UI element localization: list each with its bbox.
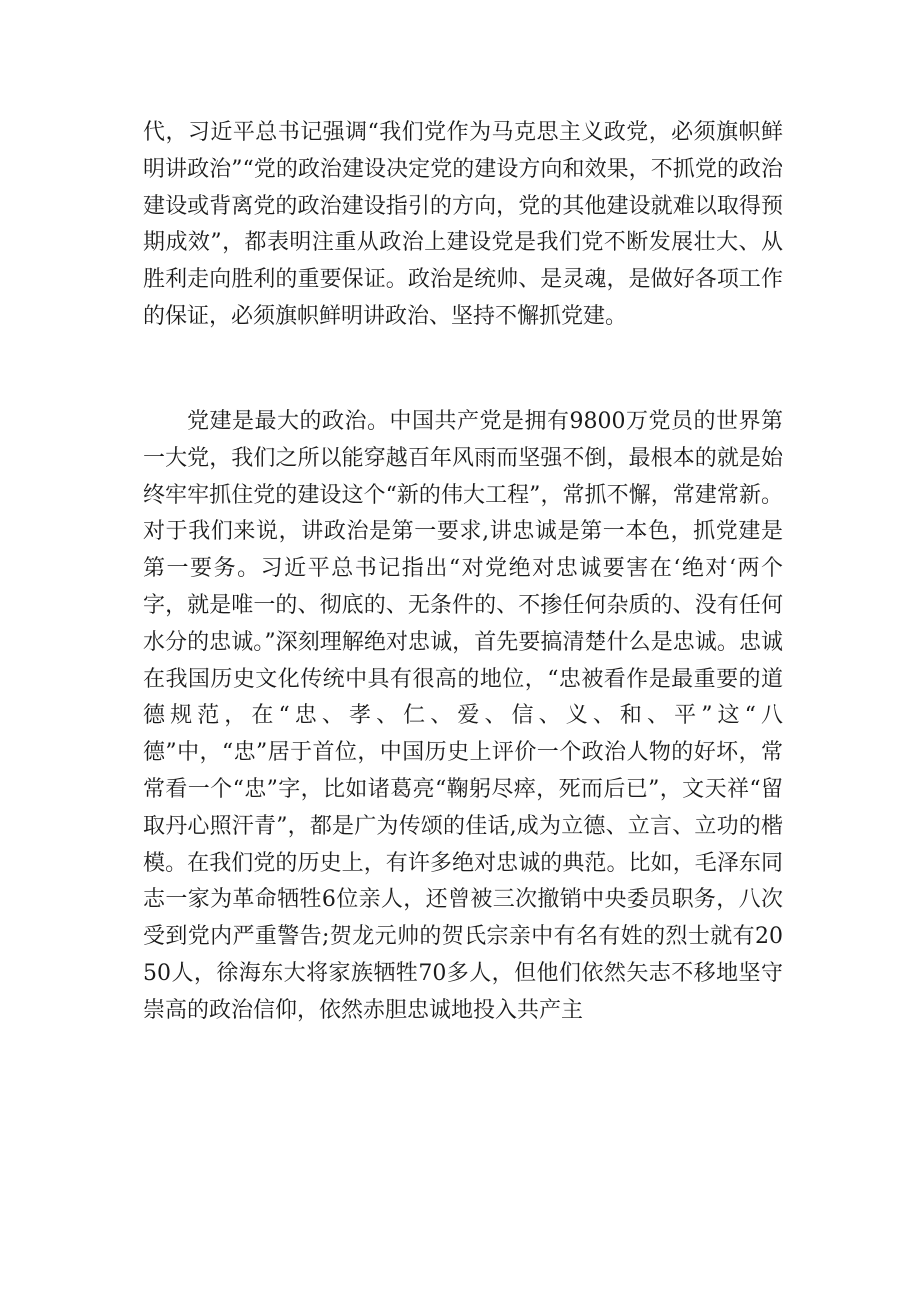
body-paragraph-2: 党建是最大的政治。中国共产党是拥有9800万党员的世界第一大党，我们之所以能穿越百年风雨而坚强不倒，最根本的就是始终牢牢抓住党的建设这个“新的伟大工程”，常抓不懈，常建常新。对于我们来说，讲政治是第一要求,讲忠诚是第一本色，抓党建是第一要务。习近平总书记指出“对党绝对忠诚要害在‘绝对‘两个字，就是唯一的、彻底的、无条件的、不掺任何杂质的、没有任何水分的忠诚。”深刻理解绝对忠诚，首先要搞清楚什么是忠诚。忠诚在我国历史文化传统中具有很高的地位，“忠被看作是最重要的道德规范，在“忠、孝、仁、爱、信、义、和、平”这“八德”中，“忠”居于首位，中国历史上评价一个政治人物的好坏，常常看一个“忠”字，比如诸葛亮“鞠躬尽瘁，死而后已”，文天祥“留取丹心照汗青”，都是广为传颂的佳话,成为立德、立言、立功的楷模。在我们党的历史上，有许多绝对忠诚的典范。比如，毛泽东同志一家为革命牺牲6位亲人，还曾被三次撤销中央委员职务，八次受到党内严重警告;贺龙元帅的贺氏宗亲中有名有姓的烈士就有2050人，徐海东大将家族牺牲70多人，但他们依然矢志不移地坚守崇高的政治信仰，依然赤胆忠诚地投入共产主 <box>143 409 783 1023</box>
body-paragraph-1: 代，习近平总书记强调“我们党作为马克思主义政党，必须旗帜鲜明讲政治”“党的政治建设决定党的建设方向和效果，不抓党的政治建设或背离党的政治建设指引的方向，党的其他建设就难以取得预期成效”，都表明注重从政治上建设党是我们党不断发展壮大、从胜利走向胜利的重要保证。政治是统帅、是灵魂，是做好各项工作的保证，必须旗帜鲜明讲政治、坚持不懈抓党建。 <box>143 120 783 329</box>
